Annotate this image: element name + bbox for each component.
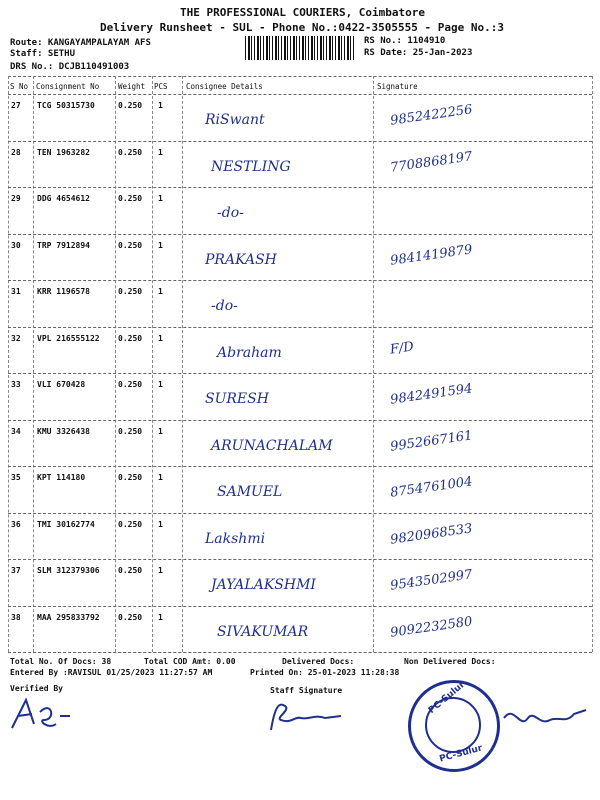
col-header-weight: Weight xyxy=(118,82,146,91)
row-pieces: 1 xyxy=(158,612,163,622)
row-pieces: 1 xyxy=(158,380,163,389)
row-serial-number: 36 xyxy=(11,519,21,529)
column-divider xyxy=(33,76,34,652)
row-serial-number: 37 xyxy=(11,566,21,575)
row-consignee-name: RiSwant xyxy=(205,112,265,128)
rs-number: RS No.: 1104910 xyxy=(364,36,446,46)
row-separator xyxy=(8,327,592,328)
row-consignee-name: SIVAKUMAR xyxy=(217,623,309,640)
row-pieces: 1 xyxy=(158,194,163,203)
row-serial-number: 28 xyxy=(11,147,21,157)
column-divider xyxy=(115,76,116,652)
row-weight: 0.250 xyxy=(118,333,143,343)
row-consignment-number: TMI 30162774 xyxy=(37,519,95,529)
table-bottom-border xyxy=(8,652,592,653)
barcode xyxy=(245,36,355,60)
row-separator xyxy=(8,420,592,421)
row-separator xyxy=(8,141,592,142)
row-separator xyxy=(8,187,592,188)
verifier-signature xyxy=(8,694,78,734)
row-consignee-name: Lakshmi xyxy=(205,530,266,547)
row-serial-number: 38 xyxy=(11,612,21,622)
row-pieces: 1 xyxy=(158,147,163,157)
row-weight: 0.250 xyxy=(118,612,143,622)
row-pieces: 1 xyxy=(158,519,163,529)
row-consignee-name: SURESH xyxy=(205,391,269,407)
row-consignment-number: KPT 114180 xyxy=(37,473,86,482)
row-separator xyxy=(8,373,592,374)
row-recipient-signature: 9852422256 xyxy=(389,102,474,129)
row-pieces: 1 xyxy=(158,473,163,482)
total-docs: Total No. Of Docs: 38 xyxy=(10,657,112,666)
row-separator xyxy=(8,606,592,607)
row-consignment-number: TRP 7912894 xyxy=(37,240,90,250)
row-consignment-number: DDG 4654612 xyxy=(37,194,90,203)
column-divider xyxy=(182,76,183,652)
row-consignee-name: ARUNACHALAM xyxy=(211,437,333,454)
row-consignee-name: NESTLING xyxy=(211,158,291,175)
row-recipient-signature: 9841419879 xyxy=(389,241,474,269)
row-recipient-signature: 8754761004 xyxy=(389,474,474,501)
row-consignee-name: JAYALAKSHMI xyxy=(211,577,316,593)
row-weight: 0.250 xyxy=(118,426,143,436)
row-recipient-signature: 7708868197 xyxy=(389,148,474,176)
row-weight: 0.250 xyxy=(118,473,143,482)
row-recipient-signature: 9842491594 xyxy=(389,381,474,408)
drs-label: DRS No.: DCJB110491003 xyxy=(10,62,130,72)
row-consignee-name: -do- xyxy=(217,205,244,221)
col-header-consignment: Consignment No xyxy=(36,82,100,91)
table-top-border xyxy=(8,76,592,77)
row-consignment-number: VPL 216555122 xyxy=(37,333,100,343)
staff-signature xyxy=(265,696,345,736)
entered-by: Entered By :RAVISUL 01/25/2023 11:27:57 AM xyxy=(10,668,213,677)
row-weight: 0.250 xyxy=(118,240,143,250)
row-recipient-signature: 9092232580 xyxy=(389,613,474,641)
row-pieces: 1 xyxy=(158,333,163,343)
row-consignee-name: -do- xyxy=(211,298,238,314)
col-header-pcs: PCS xyxy=(154,82,168,91)
row-serial-number: 32 xyxy=(11,333,21,343)
verified-by-label: Verified By xyxy=(10,684,63,693)
row-separator xyxy=(8,234,592,235)
row-weight: 0.250 xyxy=(118,194,143,203)
runsheet-title: Delivery Runsheet - SUL - Phone No.:0422-3505555 - Page No.:3 xyxy=(100,21,504,34)
printed-on: Printed On: 25-01-2023 11:28:38 xyxy=(250,668,400,677)
stamp-signature xyxy=(500,700,590,736)
row-consignee-name: SAMUEL xyxy=(217,484,283,500)
column-divider xyxy=(592,76,593,652)
row-consignment-number: VLI 670428 xyxy=(37,380,86,389)
row-consignment-number: TEN 1963282 xyxy=(37,147,90,157)
row-separator xyxy=(8,559,592,560)
col-header-consignee: Consignee Details xyxy=(186,82,263,91)
staff-signature-label: Staff Signature xyxy=(270,686,343,695)
row-serial-number: 34 xyxy=(11,426,21,436)
company-title: THE PROFESSIONAL COURIERS, Coimbatore xyxy=(180,6,426,19)
column-divider xyxy=(373,76,374,652)
row-recipient-signature: F/D xyxy=(389,338,415,358)
row-serial-number: 33 xyxy=(11,380,21,389)
office-stamp xyxy=(408,680,500,772)
total-cod: Total COD Amt: 0.00 xyxy=(144,657,236,666)
row-consignment-number: KMU 3326438 xyxy=(37,426,90,436)
column-divider xyxy=(152,76,153,652)
row-weight: 0.250 xyxy=(118,566,143,575)
stamp-text-top: PC-Sulur xyxy=(426,680,468,716)
row-consignment-number: KRR 1196578 xyxy=(37,287,90,296)
row-pieces: 1 xyxy=(158,240,163,250)
row-consignee-name: PRAKASH xyxy=(205,251,277,268)
row-separator xyxy=(8,513,592,514)
col-header-signature: Signature xyxy=(377,82,418,91)
stamp-text-bottom: PC-Sulur xyxy=(438,743,484,765)
row-recipient-signature: 9820968533 xyxy=(389,520,474,548)
row-weight: 0.250 xyxy=(118,147,143,157)
row-weight: 0.250 xyxy=(118,519,143,529)
row-pieces: 1 xyxy=(158,287,163,296)
col-header-sno: S No xyxy=(10,82,29,91)
header-separator xyxy=(8,94,592,95)
row-recipient-signature: 9543502997 xyxy=(389,567,474,594)
row-pieces: 1 xyxy=(158,566,163,575)
row-serial-number: 30 xyxy=(11,240,21,250)
row-pieces: 1 xyxy=(158,426,163,436)
row-pieces: 1 xyxy=(158,101,163,110)
row-serial-number: 35 xyxy=(11,473,21,482)
row-serial-number: 29 xyxy=(11,194,21,203)
row-serial-number: 27 xyxy=(11,101,21,110)
route-label: Route: KANGAYAMPALAYAM AFS xyxy=(10,38,151,48)
row-recipient-signature: 9952667161 xyxy=(389,427,474,455)
non-delivered-docs: Non Delivered Docs: xyxy=(404,657,496,666)
column-divider xyxy=(8,76,9,652)
row-weight: 0.250 xyxy=(118,380,143,389)
row-consignee-name: Abraham xyxy=(217,344,282,361)
row-separator xyxy=(8,466,592,467)
row-serial-number: 31 xyxy=(11,287,21,296)
rs-date: RS Date: 25-Jan-2023 xyxy=(364,48,473,58)
row-consignment-number: TCG 50315730 xyxy=(37,101,95,110)
row-weight: 0.250 xyxy=(118,287,143,296)
staff-label: Staff: SETHU xyxy=(10,49,76,59)
delivered-docs: Delivered Docs: xyxy=(282,657,355,666)
row-consignment-number: SLM 312379306 xyxy=(37,566,100,575)
row-weight: 0.250 xyxy=(118,101,143,110)
row-consignment-number: MAA 295833792 xyxy=(37,612,100,622)
row-separator xyxy=(8,280,592,281)
